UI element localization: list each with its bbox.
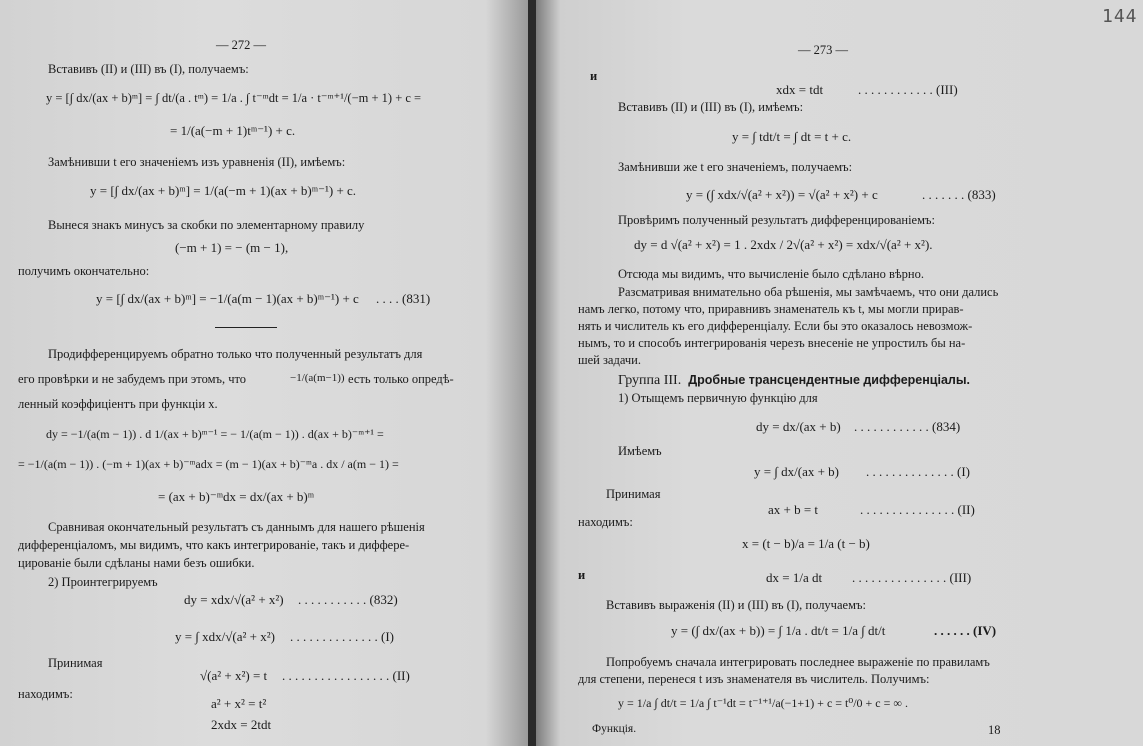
paragraph: Принимая xyxy=(48,656,103,670)
paragraph: 2) Проинтегрируемъ xyxy=(48,575,158,589)
paragraph: 1) Отыщемъ первичную функцію для xyxy=(618,391,818,405)
paragraph: дифференціаломъ, мы видимъ, что какъ интегрированіе, такъ и диффере- xyxy=(18,538,410,552)
paragraph: Продифференцируемъ обратно только что полученный результатъ для xyxy=(48,347,423,361)
equation: a² + x² = t² xyxy=(211,696,267,711)
equation: y = [∫ dx/(ax + b)ᵐ] = ∫ dt/(a . tᵐ) = 1/a . ∫ t⁻ᵐdt = 1/a · t⁻ᵐ⁺¹/(−m + 1) + c = xyxy=(46,91,422,105)
equation-tag: . . . . . . . . . . . (832) xyxy=(298,592,398,607)
group-prefix: Группа III. xyxy=(618,373,682,388)
equation: y = (∫ xdx/√(a² + x²)) = √(a² + x²) + c xyxy=(686,187,878,202)
paragraph: намъ легко, потому что, приравнивъ знаменатель къ t, мы могли прирав- xyxy=(578,302,964,316)
equation: y = ∫ xdx/√(a² + x²) xyxy=(175,629,275,644)
divider xyxy=(215,327,277,328)
equation: dy = d √(a² + x²) = 1 . 2xdx / 2√(a² + x²) = xdx/√(a² + x²). xyxy=(634,237,933,252)
paragraph: есть только опредѣ- xyxy=(348,372,454,386)
page-number-left: — 272 — xyxy=(216,38,266,52)
equation-tag: . . . . (831) xyxy=(376,291,431,306)
equation: dy = xdx/√(a² + x²) xyxy=(184,592,284,607)
paragraph: Принимая xyxy=(606,487,661,501)
equation-tag: . . . . . . . . . . . . (834) xyxy=(854,419,961,434)
equation: x = (t − b)/a = 1/a (t − b) xyxy=(742,536,870,551)
paragraph: ленный коэффиціентъ при функціи x. xyxy=(18,397,218,411)
section-heading xyxy=(618,373,970,389)
paragraph: Имѣемъ xyxy=(618,444,662,458)
equation: = −1/(a(m − 1)) . (−m + 1)(ax + b)⁻ᵐadx = (m − 1)(ax + b)⁻ᵐa . dx / a(m − 1) = xyxy=(18,457,399,471)
equation-tag: . . . . . . (IV) xyxy=(934,623,997,638)
paragraph: Попробуемъ сначала интегрировать последнее выраженіе по правиламъ xyxy=(606,655,990,669)
paragraph: нять и числитель къ его дифференціалу. Если бы это оказалось невозмож- xyxy=(578,319,973,333)
paragraph: получимъ окончательно: xyxy=(18,264,150,278)
paragraph: Провѣримъ полученный результатъ дифференцированіемъ: xyxy=(618,213,935,227)
paragraph: для степени, перенеся t изъ знаменателя въ числитель. Получимъ: xyxy=(578,672,930,686)
group-title: Дробные трансцендентные дифференціалы. xyxy=(688,373,970,387)
paragraph: нымъ, то и способъ интегрированія черезъ внесеніе не упростилъ бы на- xyxy=(578,336,966,350)
paragraph: Замѣнивши t его значеніемъ изъ уравненія (II), имѣемъ: xyxy=(48,155,346,169)
equation-tag: . . . . . . . . . . . . . . . (II) xyxy=(860,502,975,517)
conjunction: и xyxy=(590,69,598,83)
equation-tag: . . . . . . . . . . . . . . (I) xyxy=(290,629,394,644)
footer-sheet-number: 18 xyxy=(988,723,1001,737)
equation: dy = −1/(a(m − 1)) . d 1/(ax + b)ᵐ⁻¹ = − 1/(a(m − 1)) . d(ax + b)⁻ᵐ⁺¹ = xyxy=(46,427,384,441)
paragraph: находимъ: xyxy=(578,515,633,529)
equation-tag: . . . . . . . . . . . . . . (I) xyxy=(866,464,970,479)
handwritten-page-number: 144 xyxy=(1102,6,1138,27)
equation: y = [∫ dx/(ax + b)ᵐ] = 1/(a(−m + 1)(ax + b)ᵐ⁻¹) + c. xyxy=(90,183,357,198)
equation-tag: . . . . . . . . . . . . . . . . . (II) xyxy=(282,668,410,683)
paragraph: Вставивъ (II) и (III) въ (I), имѣемъ: xyxy=(618,100,804,114)
equation: = 1/(a(−m + 1)tᵐ⁻¹) + c. xyxy=(170,123,296,138)
equation: xdx = tdt xyxy=(776,82,824,97)
equation-tag: . . . . . . . . . . . . (III) xyxy=(858,82,958,97)
equation: y = [∫ dx/(ax + b)ᵐ] = −1/(a(m − 1)(ax + b)ᵐ⁻¹) + c xyxy=(96,291,359,306)
paragraph: цированіе были сдѣланы нами безъ ошибки. xyxy=(18,556,255,570)
paragraph: Сравнивая окончательный результатъ съ даннымъ для нашего рѣшенія xyxy=(48,520,425,534)
page-number-right: — 273 — xyxy=(798,43,848,57)
paragraph: шей задачи. xyxy=(578,353,641,367)
equation: √(a² + x²) = t xyxy=(200,668,268,683)
equation-tag: . . . . . . . . . . . . . . . (III) xyxy=(852,570,972,585)
equation: y = 1/a ∫ dt/t = 1/a ∫ t⁻¹dt = t⁻¹⁺¹/a(−1+1) + c = t⁰/0 + c = ∞ . xyxy=(618,696,908,710)
equation-tag: . . . . . . . (833) xyxy=(922,187,996,202)
equation: dx = 1/a dt xyxy=(766,570,823,585)
equation: ax + b = t xyxy=(768,502,819,517)
paragraph: находимъ: xyxy=(18,687,73,701)
paragraph: Разсматривая внимательно оба рѣшенія, мы замѣчаемъ, что они дались xyxy=(618,285,999,299)
equation: 2xdx = 2tdt xyxy=(211,717,272,732)
equation: y = ∫ dx/(ax + b) xyxy=(754,464,840,479)
equation: = (ax + b)⁻ᵐdx = dx/(ax + b)ᵐ xyxy=(158,489,315,504)
conjunction: и xyxy=(578,568,586,582)
equation: y = ∫ tdt/t = ∫ dt = t + c. xyxy=(732,129,852,144)
paragraph: его провѣрки и не забудемъ при этомъ, что xyxy=(18,372,247,386)
equation: (−m + 1) = − (m − 1), xyxy=(175,240,289,255)
paragraph: Вставивъ выраженія (II) и (III) въ (I), получаемъ: xyxy=(606,598,866,612)
right-page xyxy=(536,0,1143,746)
book-spine xyxy=(528,0,536,746)
paragraph: Вставивъ (II) и (III) въ (I), получаемъ: xyxy=(48,62,249,76)
footer-signature: Функція. xyxy=(592,723,637,735)
equation: y = (∫ dx/(ax + b)) = ∫ 1/a . dt/t = 1/a ∫ dt/t xyxy=(671,623,886,638)
paragraph: Замѣнивши же t его значеніемъ, получаемъ: xyxy=(618,160,853,174)
equation: dy = dx/(ax + b) xyxy=(756,419,841,434)
paragraph: Вынеся знакъ минусъ за скобки по элементарному правилу xyxy=(48,218,365,232)
left-page xyxy=(0,0,528,746)
paragraph: Отсюда мы видимъ, что вычисленіе было сдѣлано вѣрно. xyxy=(618,267,924,281)
inline-fraction: −1/(a(m−1)) xyxy=(290,372,345,384)
